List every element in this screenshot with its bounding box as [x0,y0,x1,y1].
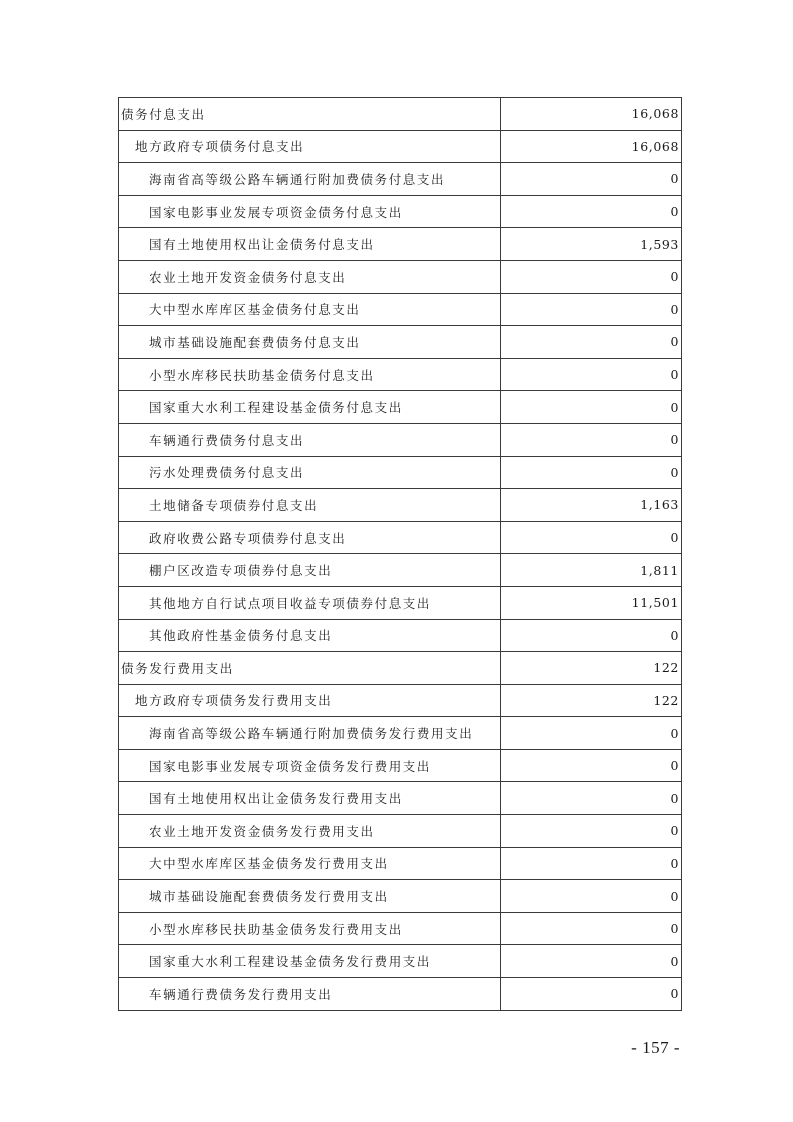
row-value: 1,811 [501,554,682,587]
row-label: 土地储备专项债券付息支出 [119,489,501,522]
row-value: 0 [501,619,682,652]
row-value: 0 [501,717,682,750]
row-value: 0 [501,358,682,391]
table-row [119,98,682,131]
row-value: 0 [501,978,682,1011]
expenditure-table-container [118,97,679,1011]
row-label: 国家重大水利工程建设基金债务发行费用支出 [119,945,501,978]
row-value: 0 [501,391,682,424]
table-row [119,260,682,293]
row-label: 海南省高等级公路车辆通行附加费债务发行费用支出 [119,717,501,750]
row-label: 其他地方自行试点项目收益专项债券付息支出 [119,586,501,619]
row-value: 1,163 [501,489,682,522]
table-row [119,684,682,717]
table-row [119,163,682,196]
row-label: 地方政府专项债务付息支出 [119,130,501,163]
table-row [119,912,682,945]
row-label: 车辆通行费债务发行费用支出 [119,978,501,1011]
table-row [119,554,682,587]
row-label: 海南省高等级公路车辆通行附加费债务付息支出 [119,163,501,196]
row-value: 0 [501,521,682,554]
row-label: 债务发行费用支出 [119,652,501,685]
expenditure-table-body [119,98,682,1011]
table-row [119,880,682,913]
row-value: 0 [501,326,682,359]
table-row [119,978,682,1011]
row-label: 城市基础设施配套费债务发行费用支出 [119,880,501,913]
table-row [119,326,682,359]
row-label: 污水处理费债务付息支出 [119,456,501,489]
row-label: 国有土地使用权出让金债务付息支出 [119,228,501,261]
table-row [119,945,682,978]
table-row [119,717,682,750]
table-row [119,195,682,228]
table-row [119,423,682,456]
table-row [119,847,682,880]
row-value: 1,593 [501,228,682,261]
table-row [119,358,682,391]
row-label: 城市基础设施配套费债务付息支出 [119,326,501,359]
table-row [119,619,682,652]
row-label: 国家重大水利工程建设基金债务付息支出 [119,391,501,424]
row-value: 0 [501,782,682,815]
row-label: 政府收费公路专项债券付息支出 [119,521,501,554]
row-label: 国家电影事业发展专项资金债务发行费用支出 [119,749,501,782]
row-value: 0 [501,423,682,456]
row-label: 小型水库移民扶助基金债务付息支出 [119,358,501,391]
table-row [119,293,682,326]
row-label: 农业土地开发资金债务付息支出 [119,260,501,293]
page-number: - 157 - [631,1038,680,1057]
table-row [119,228,682,261]
row-label: 车辆通行费债务付息支出 [119,423,501,456]
row-value: 0 [501,880,682,913]
table-row [119,391,682,424]
row-label: 国有土地使用权出让金债务发行费用支出 [119,782,501,815]
row-value: 0 [501,912,682,945]
row-value: 0 [501,749,682,782]
row-label: 大中型水库库区基金债务发行费用支出 [119,847,501,880]
row-value: 0 [501,815,682,848]
table-row [119,130,682,163]
row-value: 0 [501,163,682,196]
row-value: 16,068 [501,130,682,163]
table-row [119,456,682,489]
row-value: 0 [501,260,682,293]
table-row [119,815,682,848]
row-label: 棚户区改造专项债券付息支出 [119,554,501,587]
table-row [119,489,682,522]
row-label: 地方政府专项债务发行费用支出 [119,684,501,717]
row-value: 0 [501,293,682,326]
table-row [119,586,682,619]
row-value: 11,501 [501,586,682,619]
table-row [119,652,682,685]
table-row [119,782,682,815]
row-label: 国家电影事业发展专项资金债务付息支出 [119,195,501,228]
row-label: 大中型水库库区基金债务付息支出 [119,293,501,326]
table-row [119,749,682,782]
row-value: 0 [501,945,682,978]
expenditure-table [118,97,682,1011]
row-label: 债务付息支出 [119,98,501,131]
row-label: 农业土地开发资金债务发行费用支出 [119,815,501,848]
row-value: 0 [501,456,682,489]
row-label: 小型水库移民扶助基金债务发行费用支出 [119,912,501,945]
row-value: 16,068 [501,98,682,131]
row-value: 122 [501,684,682,717]
row-label: 其他政府性基金债务付息支出 [119,619,501,652]
row-value: 0 [501,195,682,228]
row-value: 0 [501,847,682,880]
row-value: 122 [501,652,682,685]
table-row [119,521,682,554]
